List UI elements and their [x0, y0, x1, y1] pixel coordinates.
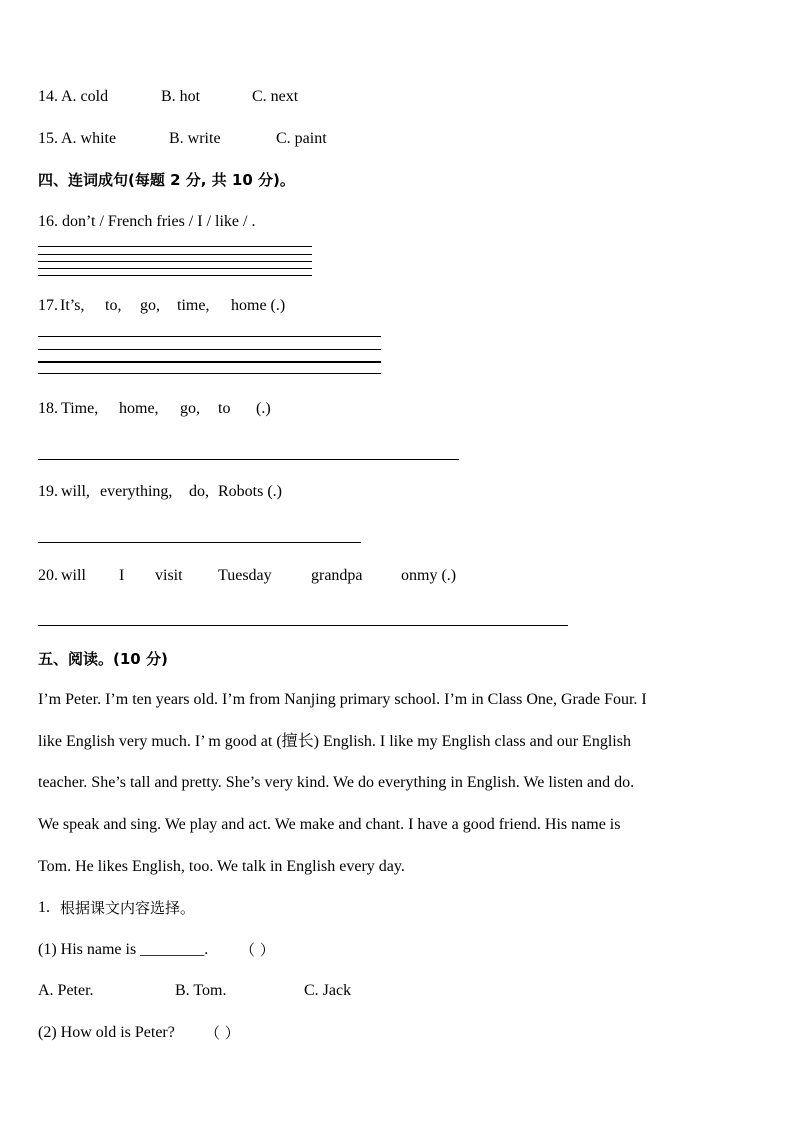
sub-question-1-option-c: C. Jack: [304, 982, 352, 999]
sub-question-2-answer-paren: （ ）: [205, 1024, 240, 1042]
q18-word: Time,: [61, 400, 99, 417]
sub-question-2-stem: (2) How old is Peter?: [38, 1024, 175, 1041]
q18-number: 18.: [38, 400, 58, 417]
q17-word: home (.): [231, 297, 286, 314]
q18-word: to: [218, 400, 231, 417]
sub-question-1-answer-paren: （ ）: [240, 941, 275, 959]
q19-word: will,: [61, 483, 90, 500]
q19-number: 19.: [38, 483, 58, 500]
q16-answer-line: [38, 275, 312, 276]
sub-question-1-option-b: B. Tom.: [175, 982, 227, 999]
q17-answer-line: [38, 361, 381, 363]
task-1-instruction: 根据课文内容选择。: [60, 899, 196, 917]
q17-word: to,: [105, 297, 122, 314]
section-4-heading: 四、连词成句(每题 2 分, 共 10 分)。: [38, 171, 295, 189]
q14-option-c: C. next: [252, 88, 299, 105]
q19-word: everything,: [100, 483, 173, 500]
q20-word: I: [119, 567, 125, 584]
passage-line: Tom. He likes English, too. We talk in English every day.: [38, 858, 405, 875]
q18-word: (.): [256, 400, 271, 417]
q16-answer-line: [38, 246, 312, 247]
q17-word: time,: [177, 297, 210, 314]
sub-question-1-option-a: A. Peter.: [38, 982, 94, 999]
passage-line: like English very much. I’ m good at (擅长) English. I like my English class and our English: [38, 733, 631, 750]
q18-word: go,: [180, 400, 200, 417]
q15-option-b: B. write: [169, 130, 221, 147]
q20-word: will: [61, 567, 86, 584]
q17-number: 17.: [38, 297, 58, 314]
q20-word: visit: [155, 567, 183, 584]
passage-line: I’m Peter. I’m ten years old. I’m from Nanjing primary school. I’m in Class One, Grade Four. I: [38, 691, 647, 708]
q16-prompt: 16. don’t / French fries / I / like / .: [38, 213, 256, 230]
q19-word: Robots (.): [218, 483, 282, 500]
q16-answer-line: [38, 254, 312, 255]
q14-number: 14.: [38, 88, 58, 105]
q20-number: 20.: [38, 567, 58, 584]
passage-line: We speak and sing. We play and act. We make and chant. I have a good friend. His name is: [38, 816, 621, 833]
q20-word: Tuesday: [218, 567, 272, 584]
q14-option-a: A. cold: [61, 88, 109, 105]
q18-word: home,: [119, 400, 159, 417]
q15-number: 15.: [38, 130, 58, 147]
q20-answer-line: [38, 625, 568, 626]
q15-option-c: C. paint: [276, 130, 327, 147]
q17-answer-line: [38, 373, 381, 374]
sub-question-1-stem: (1) His name is ________.: [38, 941, 209, 958]
q17-answer-line: [38, 349, 381, 350]
q20-word: grandpa: [311, 567, 363, 584]
q17-word: It’s,: [60, 297, 85, 314]
q16-answer-line: [38, 268, 312, 269]
passage-line: teacher. She’s tall and pretty. She’s very kind. We do everything in English. We listen and do.: [38, 774, 635, 791]
q17-word: go,: [140, 297, 160, 314]
q16-answer-line: [38, 261, 312, 262]
q19-answer-line: [38, 542, 361, 543]
q15-option-a: A. white: [61, 130, 117, 147]
task-1-number: 1.: [38, 899, 50, 916]
q20-word: onmy (.): [401, 567, 457, 584]
q18-answer-line: [38, 459, 459, 460]
q14-option-b: B. hot: [161, 88, 201, 105]
section-5-heading: 五、阅读。(10 分): [38, 650, 168, 668]
q17-answer-line: [38, 336, 381, 337]
q19-word: do,: [189, 483, 209, 500]
